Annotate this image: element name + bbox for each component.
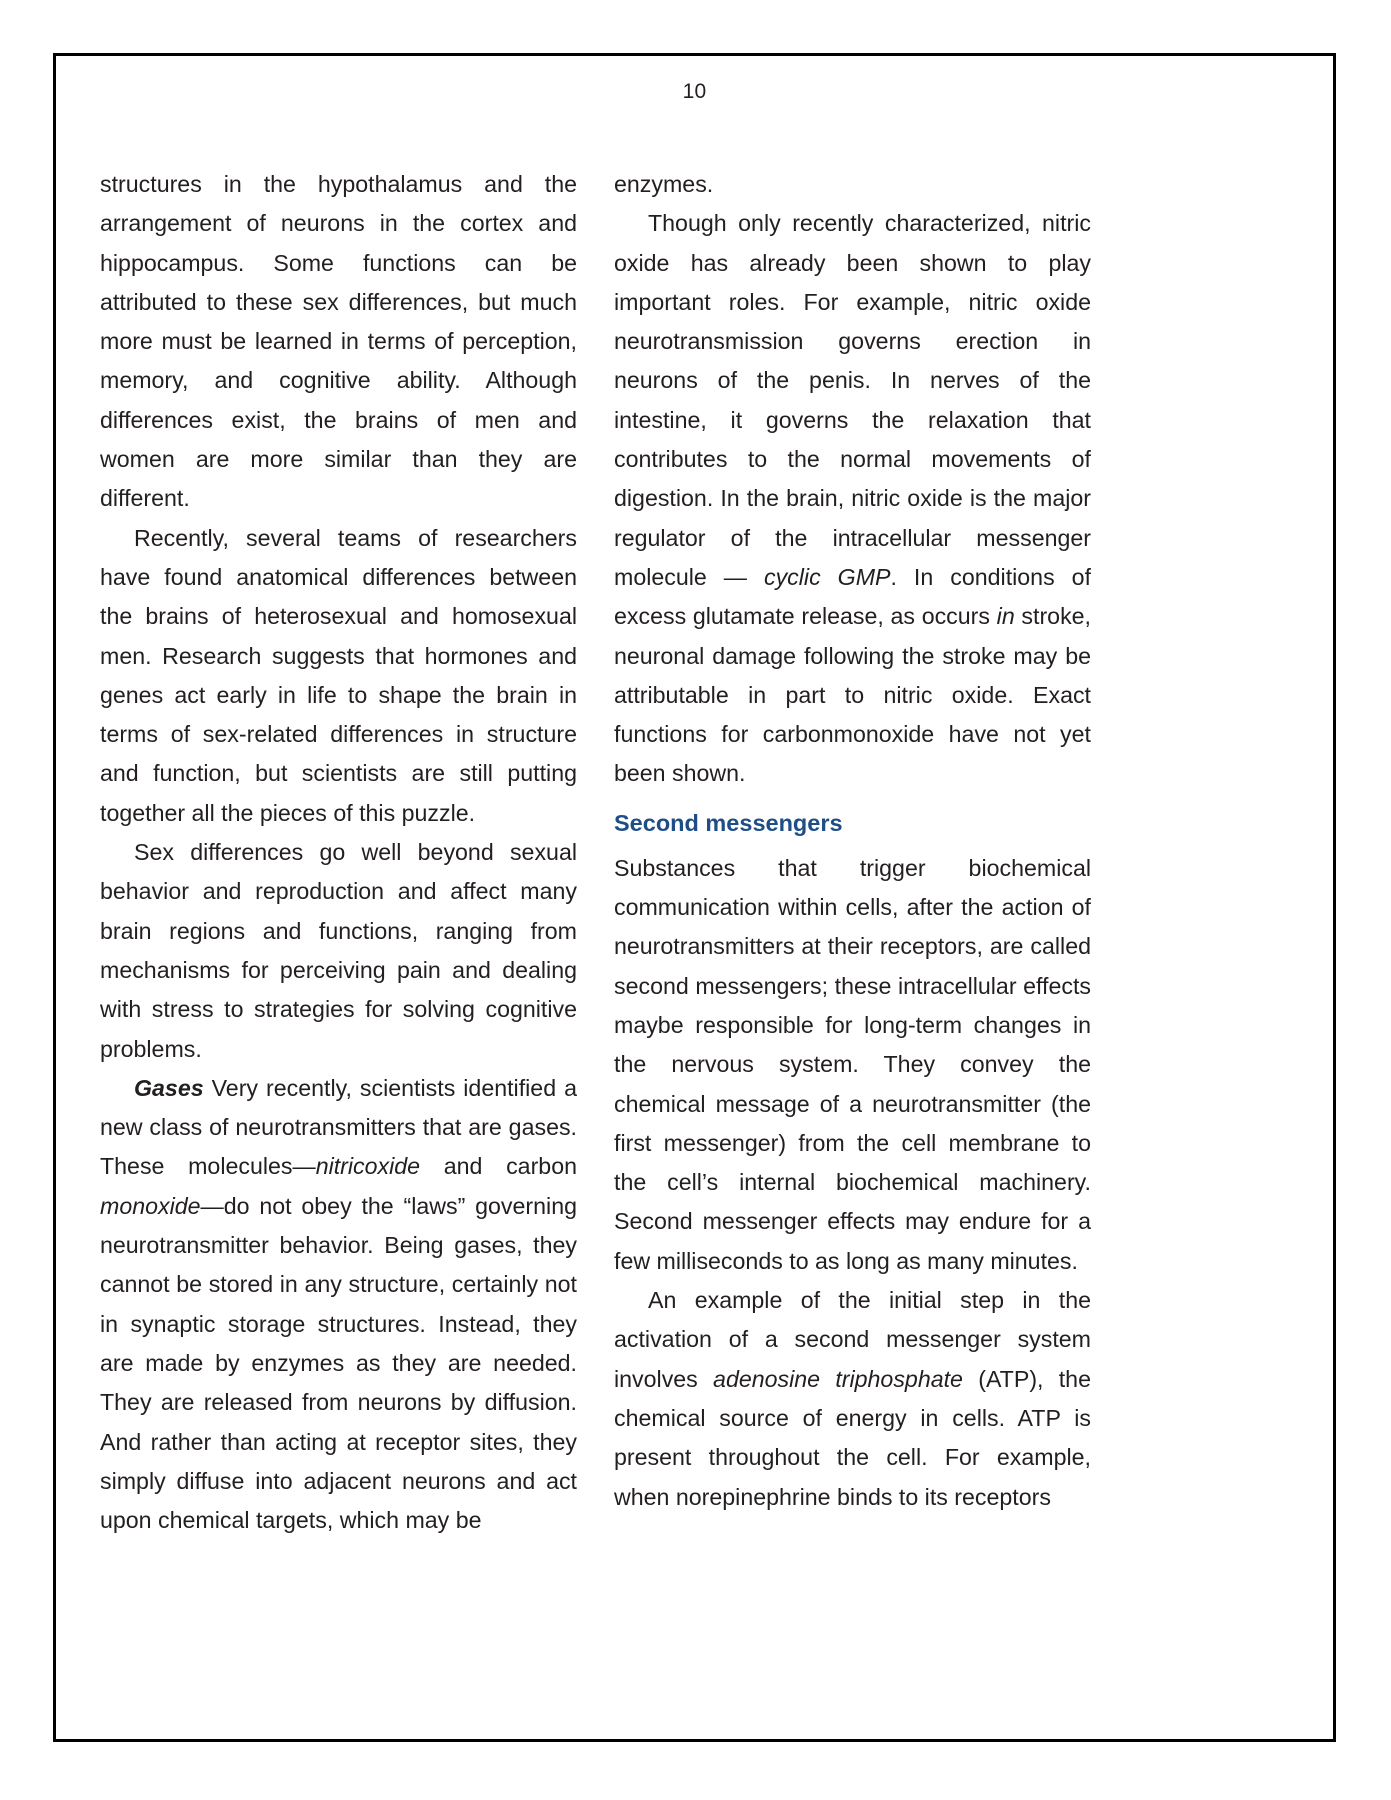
paragraph-atp-example bbox=[614, 1281, 1091, 1517]
document-page bbox=[53, 53, 1336, 1742]
paragraph-gases-run-3: and carbon bbox=[420, 1153, 577, 1180]
right-column bbox=[614, 165, 1091, 1740]
paragraph-nitric-oxide-roles-run-1: cyclic GMP bbox=[763, 563, 891, 590]
paragraph-nitric-oxide-roles-run-2: . In conditions of excess glutamate release, as occurs bbox=[614, 563, 1091, 630]
paragraph-enzymes-continuation-run-0: enzymes. bbox=[614, 171, 714, 197]
paragraph-gases-run-0: Gases bbox=[134, 1074, 204, 1101]
paragraph-enzymes-continuation bbox=[614, 165, 1091, 204]
paragraph-sex-differences-structures bbox=[100, 165, 577, 519]
two-column-body bbox=[100, 165, 1290, 1740]
paragraph-second-messengers-definition-run-0: Substances that trigger biochemical communication within cells, after the action of neurotransmitters at their receptors, are called second messengers; these intracellular effects maybe responsible for long-term changes in the nervous system. They convey the chemical message of a neurotransmitter (the first messenger) from the cell membrane to the cell’s internal biochemical machinery. Second messenger effects may endure for a few milliseconds to as long as many minutes. bbox=[614, 854, 1091, 1274]
paragraph-nitric-oxide-roles-run-0: Though only recently characterized, nitric oxide has already been shown to play important roles. For example, nitric oxide neurotransmission governs erection in neurons of the penis. In nerves of the intestine, it governs the relaxation that contributes to the normal movements of digestion. In the brain, nitric oxide is the major regulator of the intracellular messenger molecule — bbox=[614, 210, 1091, 590]
paragraph-anatomical-differences bbox=[100, 519, 577, 833]
paragraph-nitric-oxide-roles-run-4: stroke, neuronal damage following the stroke may be attributable in part to nitric oxide. Exact functions for carbonmonoxide have not yet been shown. bbox=[614, 603, 1091, 787]
page-number: 10 bbox=[682, 80, 707, 103]
paragraph-gases bbox=[100, 1069, 577, 1541]
paragraph-second-messengers-definition bbox=[614, 849, 1091, 1281]
paragraph-sex-differences-beyond bbox=[100, 833, 577, 1069]
paragraph-sex-differences-beyond-run-0: Sex differences go well beyond sexual behavior and reproduction and affect many brain regions and functions, ranging from mechanisms for perceiving pain and dealing with stress to strategies for solving cognitive problems. bbox=[100, 839, 577, 1062]
paragraph-atp-example-run-1: adenosine triphosphate bbox=[713, 1365, 963, 1392]
paragraph-gases-run-5: —do not obey the “laws” governing neurotransmitter behavior. Being gases, they cannot be stored in any structure, certainly not in synaptic storage structures. Instead, they are made by enzymes as they are needed. They are released from neurons by diffusion. And rather than acting at receptor sites, they simply diffuse into adjacent neurons and act upon chemical targets, which may be bbox=[100, 1192, 577, 1534]
paragraph-anatomical-differences-run-0: Recently, several teams of researchers have found anatomical differences between the brains of heterosexual and homosexual men. Research suggests that hormones and genes act early in life to shape the brain in terms of sex-related differences in structure and function, but scientists are still putting together all the pieces of this puzzle. bbox=[100, 524, 577, 826]
paragraph-gases-run-1: Very recently, scientists identified a new class of neurotransmitters that are gases. These molecules— bbox=[100, 1074, 577, 1180]
paragraph-gases-run-4: monoxide bbox=[100, 1192, 201, 1219]
paragraph-nitric-oxide-roles-run-3: in bbox=[996, 603, 1015, 630]
section-heading-second-messengers: Second messengers bbox=[614, 809, 843, 836]
left-column bbox=[100, 165, 577, 1740]
paragraph-gases-run-2: nitricoxide bbox=[315, 1153, 421, 1180]
paragraph-nitric-oxide-roles bbox=[614, 204, 1091, 793]
paragraph-atp-example-run-2: (ATP), the chemical source of energy in cells. ATP is present throughout the cell. For example, when norepinephrine binds to its receptors bbox=[614, 1365, 1091, 1510]
paragraph-sex-differences-structures-run-0: structures in the hypothalamus and the arrangement of neurons in the cortex and hippocampus. Some functions can be attributed to these sex differences, but much more must be learned in terms of perception, memory, and cognitive ability. Although differences exist, the brains of men and women are more similar than they are different. bbox=[100, 171, 577, 512]
paragraph-atp-example-run-0: An example of the initial step in the activation of a second messenger system involves bbox=[614, 1287, 1091, 1392]
